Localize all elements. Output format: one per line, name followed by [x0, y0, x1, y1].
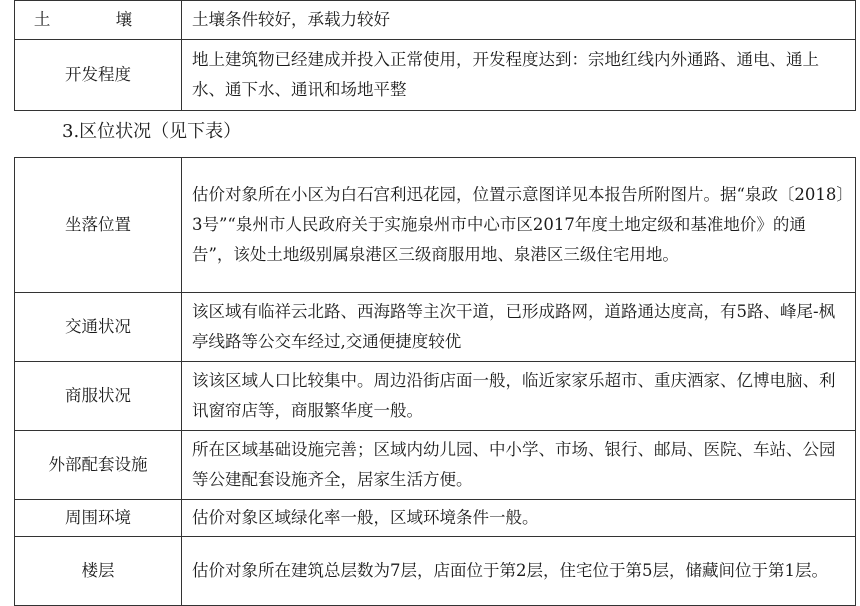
table-row-traffic [15, 293, 856, 362]
row-content-soil: 土壤条件较好，承载力较好 [182, 1, 856, 40]
row-content-environment: 估价对象区域绿化率一般，区域环境条件一般。 [182, 500, 856, 537]
table-row-floor [15, 537, 856, 606]
row-content-floor: 估价对象所在建筑总层数为7层，店面位于第2层，住宅位于第5层，储藏间位于第1层。 [182, 537, 856, 606]
table-row-environment [15, 500, 856, 537]
development-conditions-table [14, 0, 856, 111]
table-row-commerce [15, 362, 856, 431]
table-row-development-level [15, 40, 856, 111]
row-label-traffic: 交通状况 [15, 293, 182, 362]
row-label-development-level: 开发程度 [15, 40, 182, 111]
row-label-soil: 土 壤 [15, 1, 182, 40]
row-content-development-level: 地上建筑物已经建成并投入正常使用，开发程度达到：宗地红线内外通路、通电、通上水、通下水、通讯和场地平整 [182, 40, 856, 111]
row-label-environment: 周围环境 [15, 500, 182, 537]
table-row-external-facilities [15, 431, 856, 500]
row-content-commerce: 该该区域人口比较集中。周边沿街店面一般，临近家家乐超市、重庆酒家、亿博电脑、利讯窗帘店等，商服繁华度一般。 [182, 362, 856, 431]
row-content-traffic: 该区域有临祥云北路、西海路等主次干道，已形成路网，道路通达度高，有5路、峰尾-枫亭线路等公交车经过,交通便捷度较优 [182, 293, 856, 362]
location-status-table [14, 157, 856, 606]
row-content-external-facilities: 所在区域基础设施完善；区域内幼儿园、中小学、市场、银行、邮局、医院、车站、公园等公建配套设施齐全，居家生活方便。 [182, 431, 856, 500]
row-content-location: 估价对象所在小区为白石宫利迅花园，位置示意图详见本报告所附图片。据“泉政〔2018〕3号”“泉州市人民政府关于实施泉州市中心市区2017年度土地定级和基准地价》的通告”，该处土地级别属泉港区三级商服用地、泉港区三级住宅用地。 [182, 158, 856, 293]
table-row-location [15, 158, 856, 293]
row-label-commerce: 商服状况 [15, 362, 182, 431]
row-label-floor: 楼层 [15, 537, 182, 606]
section-heading: 3.区位状况（见下表） [62, 121, 242, 142]
row-label-location: 坐落位置 [15, 158, 182, 293]
table-row-soil [15, 1, 856, 40]
row-label-external-facilities: 外部配套设施 [15, 431, 182, 500]
